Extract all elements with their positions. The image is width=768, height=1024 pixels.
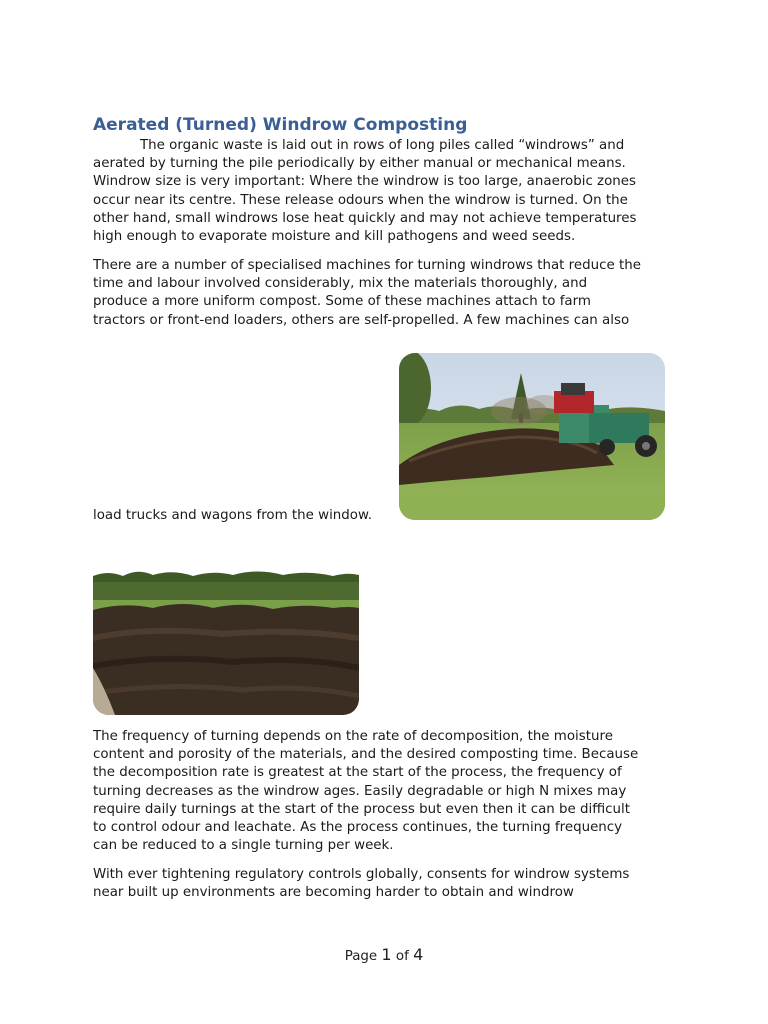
text-line: other hand, small windrows lose heat quickly and may not achieve temperatures	[93, 210, 637, 226]
text-line: content and porosity of the materials, and the desired composting time. Because	[93, 747, 639, 763]
text-line: There are a number of specialised machines for turning windrows that reduce the	[93, 258, 641, 273]
total-pages-number: 4	[413, 945, 424, 964]
text-line: the decomposition rate is greatest at the start of the process, the frequency of	[93, 765, 622, 781]
text-line: to control odour and leachate. As the process continues, the turning frequency	[93, 820, 623, 836]
text-line: can be reduced to a single turning per week.	[93, 838, 394, 854]
text-line: require daily turnings at the start of the process but even then it can be difficult	[93, 801, 630, 817]
text-line: tractors or front-end loaders, others are self-propelled. A few machines can also	[93, 312, 630, 328]
text-line: With ever tightening regulatory controls globally, consents for windrow systems	[93, 867, 630, 882]
text-line: turning decreases as the windrow ages. Easily degradable or high N mixes may	[93, 783, 627, 799]
paragraph-turning-machines	[93, 257, 683, 330]
text-line: occur near its centre. These release odours when the windrow is turned. On the	[93, 192, 628, 208]
page-footer	[0, 945, 768, 964]
current-page-number: 1	[381, 945, 392, 964]
text-line: near built up environments are becoming harder to obtain and windrow	[93, 885, 574, 901]
page-title: Aerated (Turned) Windrow Composting	[93, 115, 468, 135]
text-line: The organic waste is laid out in rows of long piles called “windrows” and	[140, 138, 625, 153]
paragraph-windrow-intro	[93, 137, 683, 246]
paragraph-turning-frequency	[93, 728, 683, 855]
text-line: The frequency of turning depends on the rate of decomposition, the moisture	[93, 729, 613, 744]
tractor-windrow-photo	[399, 353, 665, 520]
windrow-rows-photo	[93, 548, 359, 715]
text-line: aerated by turning the pile periodically by either manual or mechanical means.	[93, 156, 626, 172]
of-label: of	[395, 949, 409, 964]
text-line: high enough to evaporate moisture and kill pathogens and weed seeds.	[93, 229, 576, 245]
page-label: Page	[344, 949, 378, 964]
text-line: Windrow size is very important: Where the windrow is too large, anaerobic zones	[93, 174, 636, 190]
text-line: produce a more uniform compost. Some of these machines attach to farm	[93, 294, 591, 310]
text-line: load trucks and wagons from the window.	[93, 508, 372, 523]
text-line: time and labour involved considerably, mix the materials thoroughly, and	[93, 276, 588, 292]
paragraph-regulatory	[93, 866, 683, 902]
